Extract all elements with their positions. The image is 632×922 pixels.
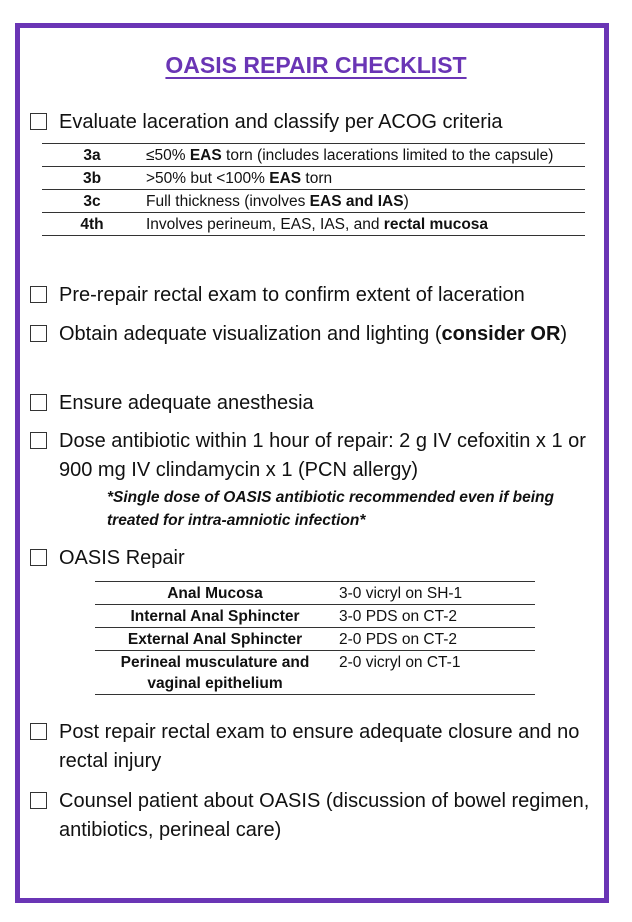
checklist-item-prerepair[interactable] — [30, 281, 600, 310]
classification-table — [42, 143, 585, 236]
checkbox-counsel[interactable] — [30, 792, 47, 809]
suture-cell: 2-0 vicryl on CT-1 — [335, 651, 535, 695]
item-label: Ensure adequate anesthesia — [59, 392, 314, 414]
description-cell: Full thickness (involves EAS and IAS) — [142, 190, 585, 213]
table-row — [95, 582, 535, 605]
table-row — [42, 190, 585, 213]
checkbox-prerepair[interactable] — [30, 286, 47, 303]
grade-cell: 3c — [42, 190, 142, 213]
table-row — [42, 167, 585, 190]
item-label: Counsel patient about OASIS (discussion of bowel regimen, antibiotics, perineal care) — [59, 790, 590, 841]
description-cell: Involves perineum, EAS, IAS, and rectal mucosa — [142, 213, 585, 236]
table-row — [42, 144, 585, 167]
checkbox-anesthesia[interactable] — [30, 394, 47, 411]
table-row — [95, 605, 535, 628]
antibiotic-note: *Single dose of OASIS antibiotic recommended even if being treated for intra-amniotic infection* — [107, 489, 554, 529]
checklist-item-postrepair[interactable] — [30, 718, 600, 776]
item-label: Post repair rectal exam to ensure adequate closure and no rectal injury — [59, 721, 580, 772]
suture-cell: 3-0 PDS on CT-2 — [335, 605, 535, 628]
checklist-item-evaluate[interactable] — [30, 108, 600, 137]
grade-cell: 3b — [42, 167, 142, 190]
checklist-item-counsel[interactable] — [30, 787, 600, 845]
checklist-item-repair[interactable] — [30, 544, 600, 573]
layer-cell: Perineal musculature and vaginal epithelium — [95, 651, 335, 695]
item-label: Obtain adequate visualization and lighting (consider OR) — [59, 323, 568, 345]
checklist-item-visualization[interactable] — [30, 320, 600, 349]
item-label: OASIS Repair — [59, 547, 185, 569]
checkbox-antibiotic[interactable] — [30, 432, 47, 449]
checkbox-evaluate[interactable] — [30, 113, 47, 130]
table-row — [42, 213, 585, 236]
repair-table — [95, 581, 535, 695]
checkbox-repair[interactable] — [30, 549, 47, 566]
description-cell: ≤50% EAS torn (includes lacerations limited to the capsule) — [142, 144, 585, 167]
item-label: Pre-repair rectal exam to confirm extent of laceration — [59, 284, 525, 306]
grade-cell: 3a — [42, 144, 142, 167]
page-title: OASIS REPAIR CHECKLIST — [165, 52, 467, 78]
table-row — [95, 651, 535, 695]
item-label: Dose antibiotic within 1 hour of repair: 2 g IV cefoxitin x 1 or 900 mg IV clindamycin x 1 (PCN allergy) — [59, 430, 586, 481]
table-row — [95, 628, 535, 651]
checklist-item-anesthesia[interactable] — [30, 389, 600, 418]
suture-cell: 2-0 PDS on CT-2 — [335, 628, 535, 651]
checkbox-visualization[interactable] — [30, 325, 47, 342]
layer-cell: Anal Mucosa — [95, 582, 335, 605]
grade-cell: 4th — [42, 213, 142, 236]
description-cell: >50% but <100% EAS torn — [142, 167, 585, 190]
item-label: Evaluate laceration and classify per ACOG criteria — [59, 111, 503, 133]
layer-cell: Internal Anal Sphincter — [95, 605, 335, 628]
checklist-item-antibiotic[interactable] — [30, 427, 600, 485]
suture-cell: 3-0 vicryl on SH-1 — [335, 582, 535, 605]
checkbox-postrepair[interactable] — [30, 723, 47, 740]
layer-cell: External Anal Sphincter — [95, 628, 335, 651]
